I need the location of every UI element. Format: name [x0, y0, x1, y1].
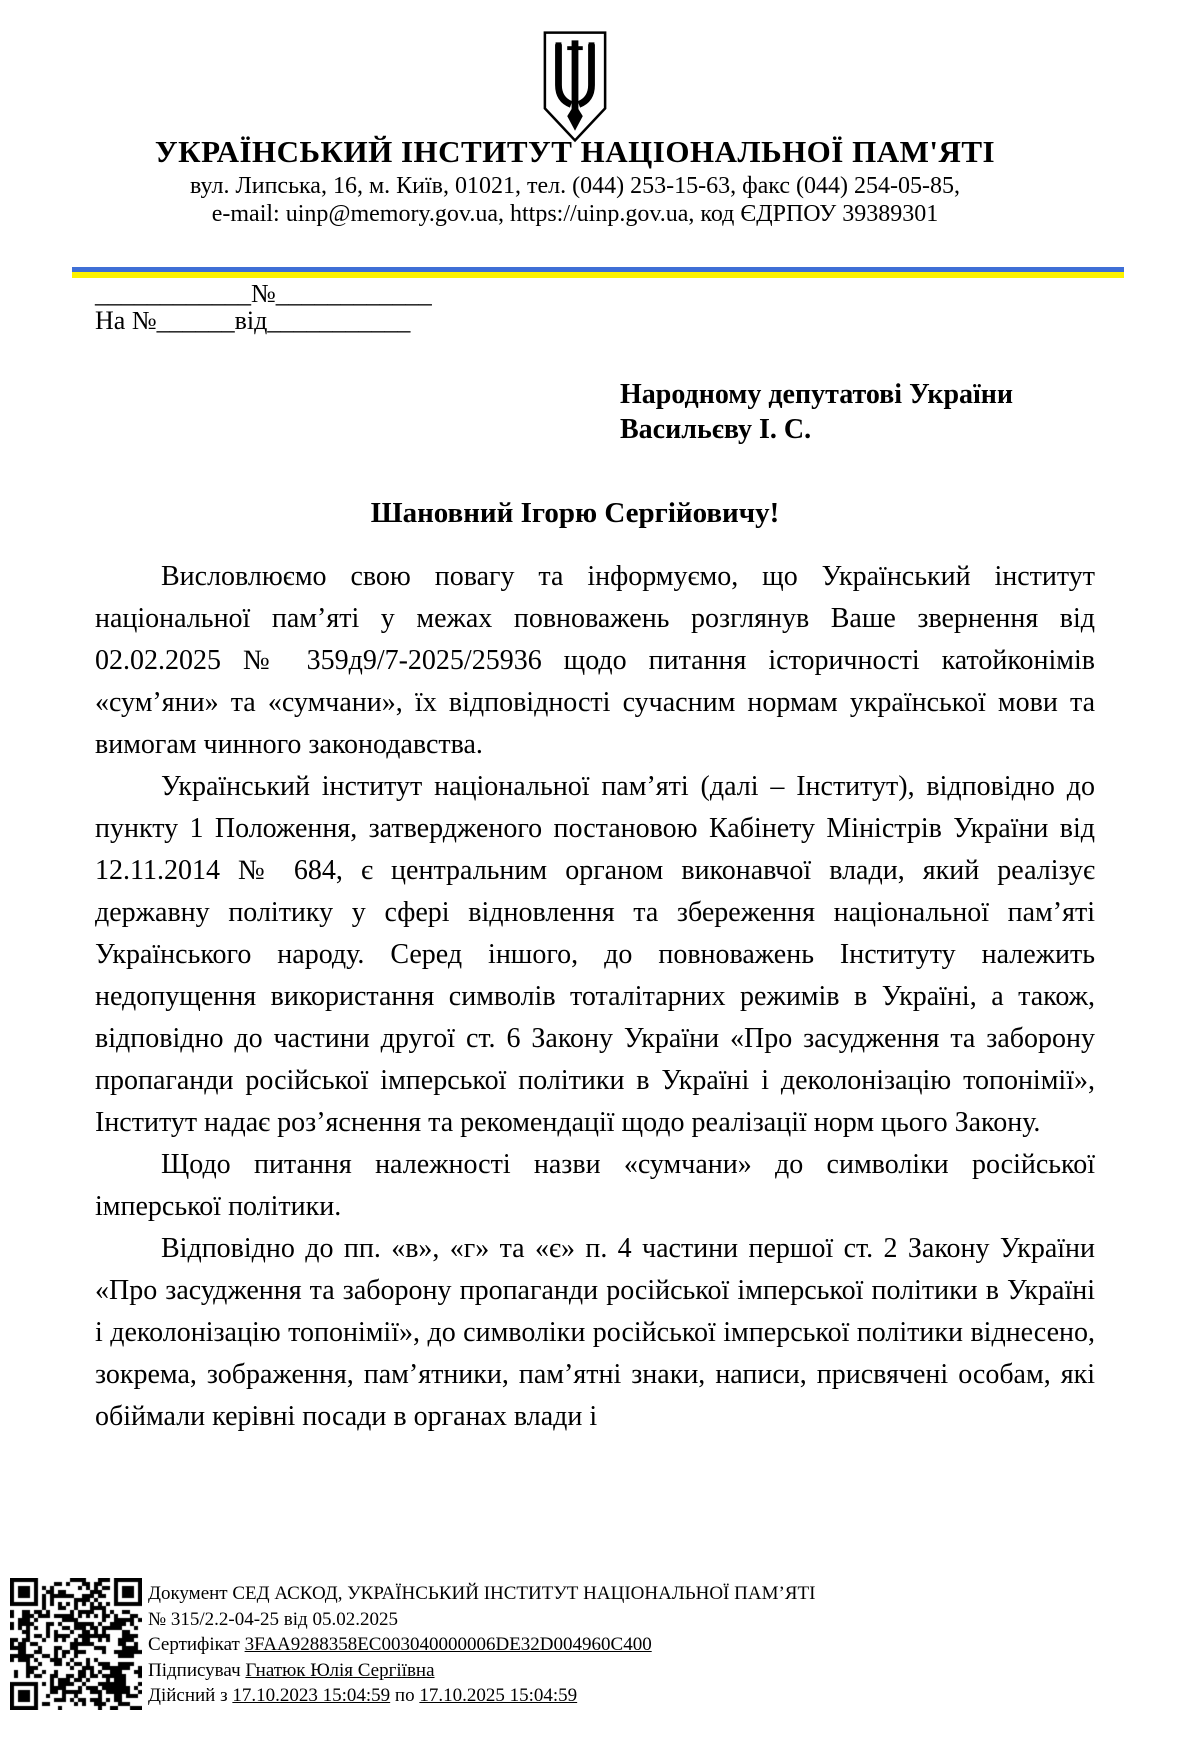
flag-yellow-stripe — [72, 272, 1124, 278]
stamp-signer-line — [148, 1658, 815, 1684]
incoming-number-line: На №______від___________ — [95, 306, 411, 335]
recipient-title: Народному депутатові України — [620, 379, 1014, 410]
stamp-validity-line — [148, 1683, 815, 1709]
recipient-name: Васильєву І. С. — [620, 414, 812, 445]
validity-to: 17.10.2025 15:04:59 — [419, 1685, 578, 1706]
certificate-label: Сертифікат — [148, 1634, 245, 1655]
paragraph-2: Український інститут національної пам’яті (далі – Інститут), відповідно до пункту 1 Положення, затвердженого постановою Кабінету Міністрів України від 12.11.2014 № 684, є центральним органом виконавчої влади, який реалізує державну політику у сфері відновлення та збереження національної пам’яті Українського народу. Серед іншого, до повноважень Інституту належить недопущення використання символів тоталітарних режимів в Україні, а також, відповідно до частини другої ст. 6 Закону України «Про засудження та заборону пропаганди російської імперської політики в Україні і деколонізацію топонімії», Інститут надає роз’яснення та рекомендації щодо реалізації норм цього Закону. — [95, 771, 1095, 1138]
certificate-value: 3FAA9288358EC003040000006DE32D004960C400 — [244, 1634, 652, 1655]
tryzub-emblem-icon — [541, 28, 609, 146]
validity-from: 17.10.2023 15:04:59 — [232, 1685, 391, 1706]
signature-stamp — [148, 1581, 815, 1709]
stamp-certificate-line — [148, 1632, 815, 1658]
recipient-block — [620, 377, 1013, 447]
outgoing-number-line: ____________№____________ — [95, 279, 432, 308]
org-name: УКРАЇНСЬКИЙ ІНСТИТУТ НАЦІОНАЛЬНОЇ ПАМ'ЯТІ — [154, 134, 996, 169]
salutation: Шановний Ігорю Сергійовичу! — [370, 497, 780, 529]
paragraph-3: Щодо питання належності назви «сумчани» до символіки російської імперської політики. — [95, 1149, 1095, 1222]
flag-divider — [72, 267, 1124, 278]
validity-separator: по — [390, 1685, 420, 1706]
stamp-document-line: Документ СЕД АСКОД, УКРАЇНСЬКИЙ ІНСТИТУТ НАЦІОНАЛЬНОЇ ПАМ’ЯТІ — [148, 1583, 816, 1604]
paragraph-1: Висловлюємо свою повагу та інформуємо, що Український інститут національної пам’яті у межах повноважень розглянув Ваше звернення від 02.02.2025 № 359д9/7-2025/25936 щодо питання історичності катойконімів «сум’яни» та «сумчани», їх відповідності сучасним нормам української мови та вимогам чинного законодавства. — [95, 561, 1095, 760]
signer-label: Підписувач — [148, 1659, 246, 1681]
stamp-number-line: № 315/2.2-04-25 від 05.02.2025 — [148, 1608, 398, 1630]
qr-code — [10, 1578, 142, 1710]
org-address-line: вул. Липська, 16, м. Київ, 01021, тел. (044) 253-15-63, факс (044) 254-05-85, — [190, 173, 960, 199]
signer-name: Гнатюк Юлія Сергіївна — [245, 1659, 435, 1681]
letter-body — [95, 556, 1095, 1438]
org-contact-line: e-mail: uinp@memory.gov.ua, https://uinp.gov.ua, код ЄДРПОУ 39389301 — [211, 201, 939, 227]
paragraph-4: Відповідно до пп. «в», «г» та «є» п. 4 частини першої ст. 2 Закону України «Про засудження та заборону пропаганди російської імперської політики в Україні і деколонізацію топонімії», до символіки російської імперської політики віднесено, зокрема, зображення, пам’ятники, пам’ятні знаки, написи, присвячені особам, які обіймали керівні посади в органах влади і — [95, 1233, 1095, 1432]
validity-label: Дійсний з — [148, 1685, 233, 1706]
